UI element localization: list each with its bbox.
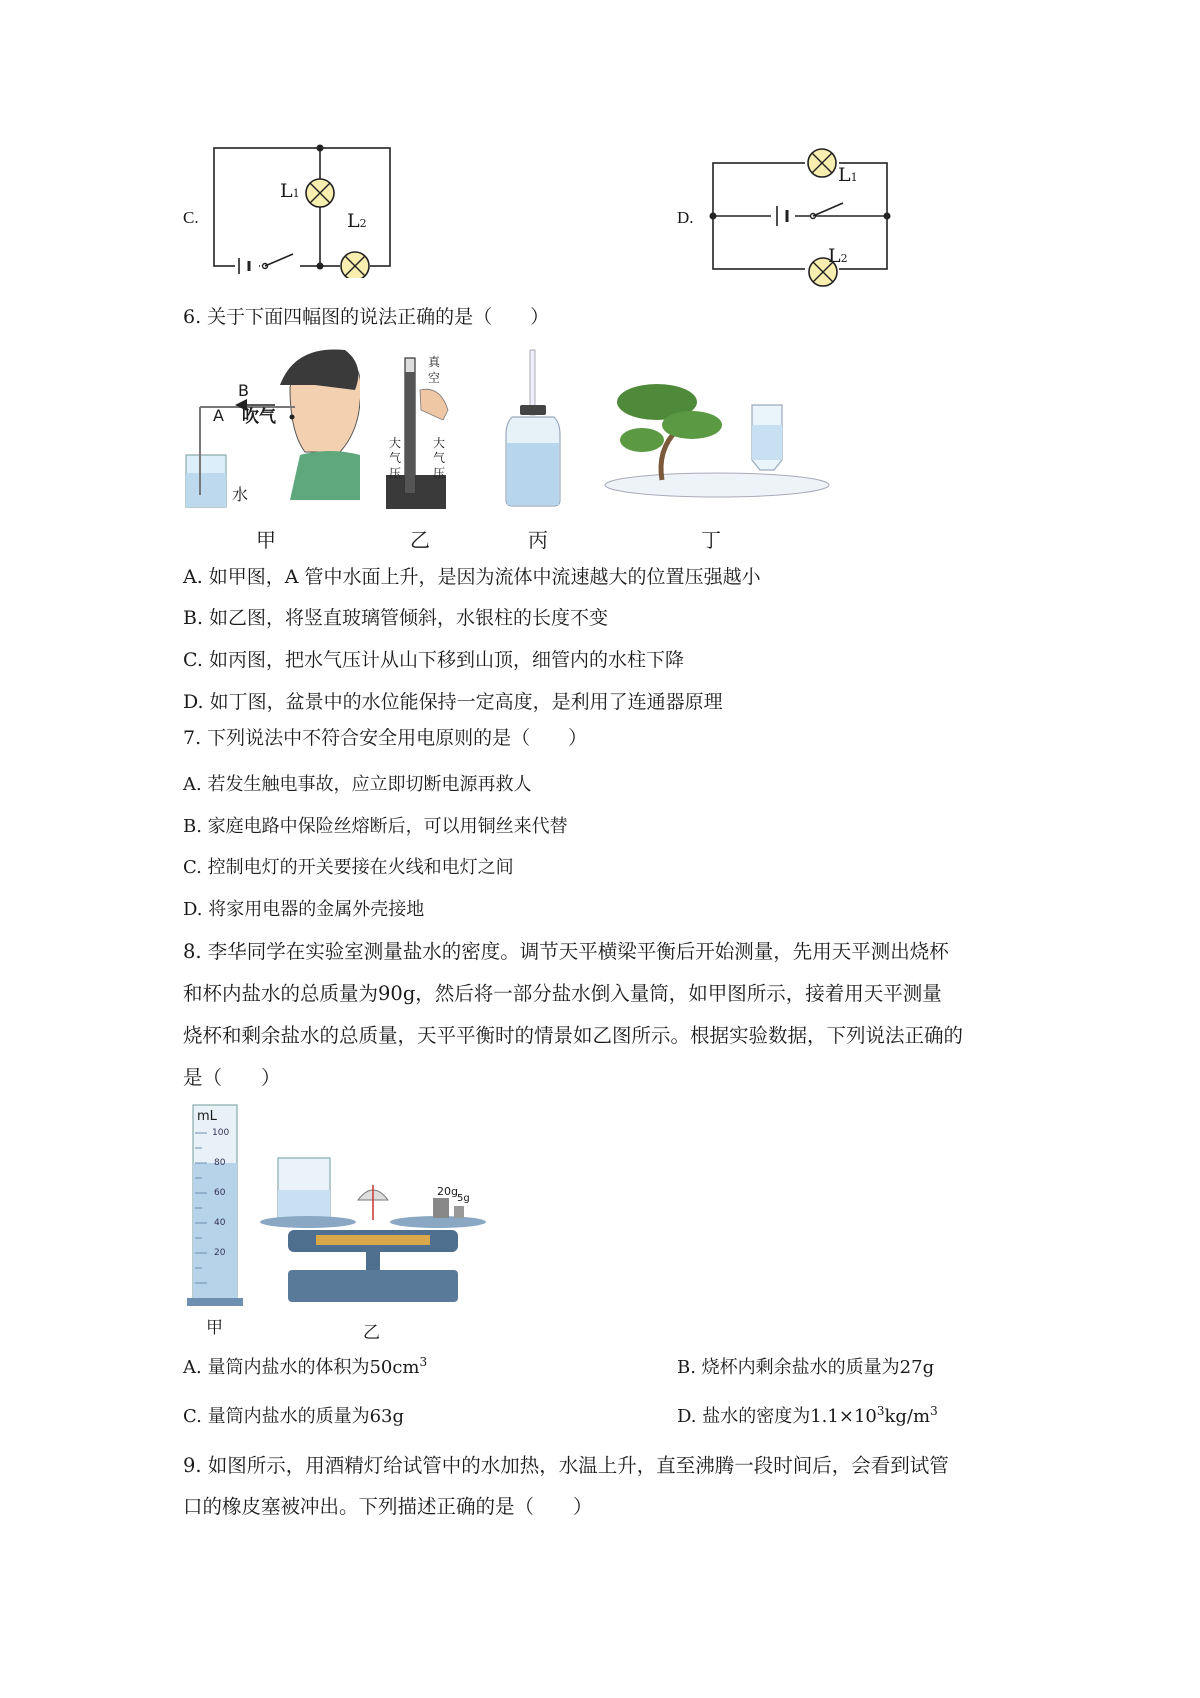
boy-hair (280, 349, 358, 390)
left-pan (260, 1216, 356, 1228)
question-8-line-3: 烧杯和剩余盐水的总质量，天平平衡时的情景如乙图所示。根据实验数据，下列说法正确的 (183, 1024, 964, 1047)
question-6-stem: 6. 关于下面四幅图的说法正确的是（ ） (183, 306, 550, 328)
label-b: B (238, 381, 249, 400)
caption-ding: 丁 (701, 528, 721, 552)
caption-jia: 甲 (206, 1318, 223, 1338)
circuit-c-diagram (205, 138, 405, 278)
weight-label-20g: 20g (437, 1185, 458, 1198)
cylinder-tick: 60 (214, 1188, 226, 1198)
caption-jia: 甲 (256, 528, 276, 552)
question-7-stem: 7. 下列说法中不符合安全用电原则的是（ ） (183, 727, 588, 749)
label-vacuum: 真 空 (428, 355, 441, 385)
cylinder-tick: 40 (214, 1218, 226, 1228)
label-a: A (213, 406, 224, 425)
weight-5g (454, 1206, 464, 1218)
question-8-line-2: 和杯内盐水的总质量为90g，然后将一部分盐水倒入量筒，如甲图所示，接着用天平测量 (183, 982, 942, 1005)
bottle-cap (520, 405, 546, 415)
label-pressure-right: 大气压 (433, 436, 446, 480)
question-8-line-1: 8. 李华同学在实验室测量盐水的密度。调节天平横梁平衡后开始测量，先用天平测出烧杯 (183, 940, 949, 963)
figure-jia-blowing (180, 345, 360, 515)
junction-dot (317, 145, 324, 152)
q8-option-c: C. 量筒内盐水的质量为63g (183, 1406, 405, 1427)
q7-option-a: A. 若发生触电事故，应立即切断电源再救人 (183, 774, 532, 795)
caption-bing: 丙 (528, 528, 548, 552)
q7-option-c: C. 控制电灯的开关要接在火线和电灯之间 (183, 857, 514, 878)
lamp-l1-label: L1 (838, 164, 858, 186)
option-d-label: D. (677, 208, 694, 227)
label-blow: 吹气 (242, 407, 276, 427)
question-9-line-1: 9. 如图所示，用酒精灯给试管中的水加热，水温上升，直至沸腾一段时间后，会看到试管 (183, 1454, 949, 1477)
caption-yi: 乙 (410, 528, 430, 552)
q7-option-b: B. 家庭电路中保险丝熔断后，可以用铜丝来代替 (183, 816, 568, 837)
rider-scale (316, 1235, 430, 1245)
circuit-d-diagram (705, 145, 895, 275)
figure-bing-barometer (498, 345, 568, 510)
q8-option-a: A. 量筒内盐水的体积为$50cm^3$ (183, 1355, 428, 1378)
figure-yi-torricelli (380, 350, 460, 515)
q6-option-a: A. 如甲图，A 管中水面上升，是因为流体中流速越大的位置压强越小 (183, 566, 761, 588)
boy-shirt (290, 451, 360, 500)
label-water: 水 (232, 485, 249, 504)
lamp-l2-label: L2 (828, 245, 848, 267)
q8-option-d: D. 盐水的密度为$1.1\times 10^3kg/m^3$ (677, 1404, 938, 1427)
question-8-line-4: 是（ ） (183, 1066, 281, 1089)
q7-option-d: D. 将家用电器的金属外壳接地 (183, 899, 425, 920)
balance-scale-icon (258, 1150, 488, 1308)
question-9-line-2: 口的橡皮塞被冲出。下列描述正确的是（ ） (183, 1495, 593, 1518)
label-pressure-left: 大气压 (389, 436, 402, 480)
q8-option-b: B. 烧杯内剩余盐水的质量为27g (677, 1357, 935, 1378)
lamp-l2-label: L2 (347, 210, 367, 232)
balance-base (288, 1270, 458, 1302)
junction-dot (317, 263, 324, 270)
circuit-c-wire (214, 148, 390, 266)
q6-option-c: C. 如丙图，把水气压计从山下移到山顶，细管内的水柱下降 (183, 649, 684, 671)
figure-ding-bonsai (602, 380, 832, 505)
cylinder-unit: mL (197, 1109, 217, 1124)
weight-label-5g: 5g (457, 1193, 470, 1204)
weight-20g (433, 1198, 449, 1218)
bonsai-tray (605, 473, 829, 497)
hand-icon (420, 389, 448, 420)
cylinder-tick: 20 (214, 1248, 226, 1258)
q6-option-b: B. 如乙图，将竖直玻璃管倾斜，水银柱的长度不变 (183, 607, 609, 629)
option-c-label: C. (183, 208, 199, 227)
q6-option-d: D. 如丁图，盆景中的水位能保持一定高度，是利用了连通器原理 (183, 691, 723, 713)
caption-yi: 乙 (363, 1323, 380, 1343)
cylinder-tick: 80 (214, 1158, 226, 1168)
cylinder-tick: 100 (212, 1128, 230, 1138)
lamp-l1-label: L1 (280, 180, 300, 202)
